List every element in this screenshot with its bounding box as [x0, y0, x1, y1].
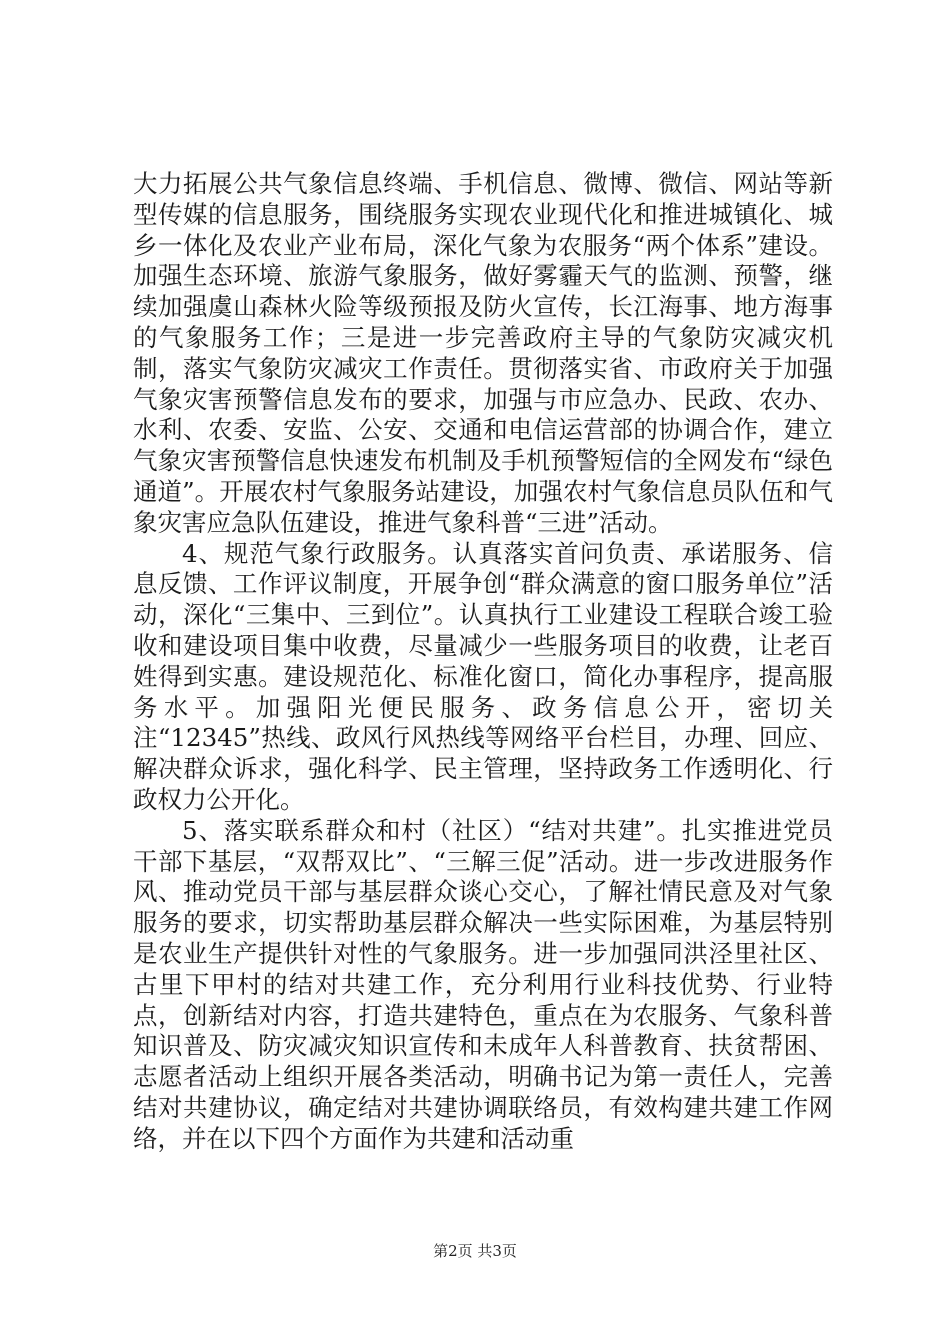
paragraph-3: 5、落实联系群众和村（社区）“结对共建”。扎实推进党员干部下基层，“双帮双比”、“三解三促”活动。进一步改进服务作风、推动党员干部与基层群众谈心交心，了解社情民意及对气象服务的要求，切实帮助基层群众解决一些实际困难，为基层特别是农业生产提供针对性的气象服务。进一步加强同洪泾里社区、古里下甲村的结对共建工作，充分利用行业科技优势、行业特点，创新结对内容，打造共建特色，重点在为农服务、气象科普知识普及、防灾减灾知识宣传和未成年人科普教育、扶贫帮困、志愿者活动上组织开展各类活动，明确书记为第一责任人，完善结对共建协议，确定结对共建协调联络员，有效构建共建工作网络，并在以下四个方面作为共建和活动重 [133, 815, 833, 1153]
page-footer: 第2页 共3页 [433, 1242, 517, 1260]
paragraph-1: 大力拓展公共气象信息终端、手机信息、微博、微信、网站等新型传媒的信息服务，围绕服务实现农业现代化和推进城镇化、城乡一体化及农业产业布局，深化气象为农服务“两个体系”建设。加强生态环境、旅游气象服务，做好雾霾天气的监测、预警，继续加强虞山森林火险等级预报及防火宣传，长江海事、地方海事的气象服务工作；三是进一步完善政府主导的气象防灾减灾机制，落实气象防灾减灾工作责任。贯彻落实省、市政府关于加强气象灾害预警信息发布的要求，加强与市应急办、民政、农办、水利、农委、安监、公安、交通和电信运营部的协调合作，建立气象灾害预警信息快速发布机制及手机预警短信的全网发布“绿色通道”。开展农村气象服务站建设，加强农村气象信息员队伍和气象灾害应急队伍建设，推进气象科普“三进”活动。 [133, 169, 833, 537]
paragraph-2: 4、规范气象行政服务。认真落实首问负责、承诺服务、信息反馈、工作评议制度，开展争创“群众满意的窗口服务单位”活动，深化“三集中、三到位”。认真执行工业建设工程联合竣工验收和建设项目集中收费，尽量减少一些服务项目的收费，让老百姓得到实惠。建设规范化、标准化窗口，简化办事程序，提高服务水平。加强阳光便民服务、政务信息公开，密切关注“12345”热线、政风行风热线等网络平台栏目，办理、回应、解决群众诉求，强化科学、民主管理，坚持政务工作透明化、行政权力公开化。 [133, 538, 833, 814]
document-body [133, 169, 833, 1155]
